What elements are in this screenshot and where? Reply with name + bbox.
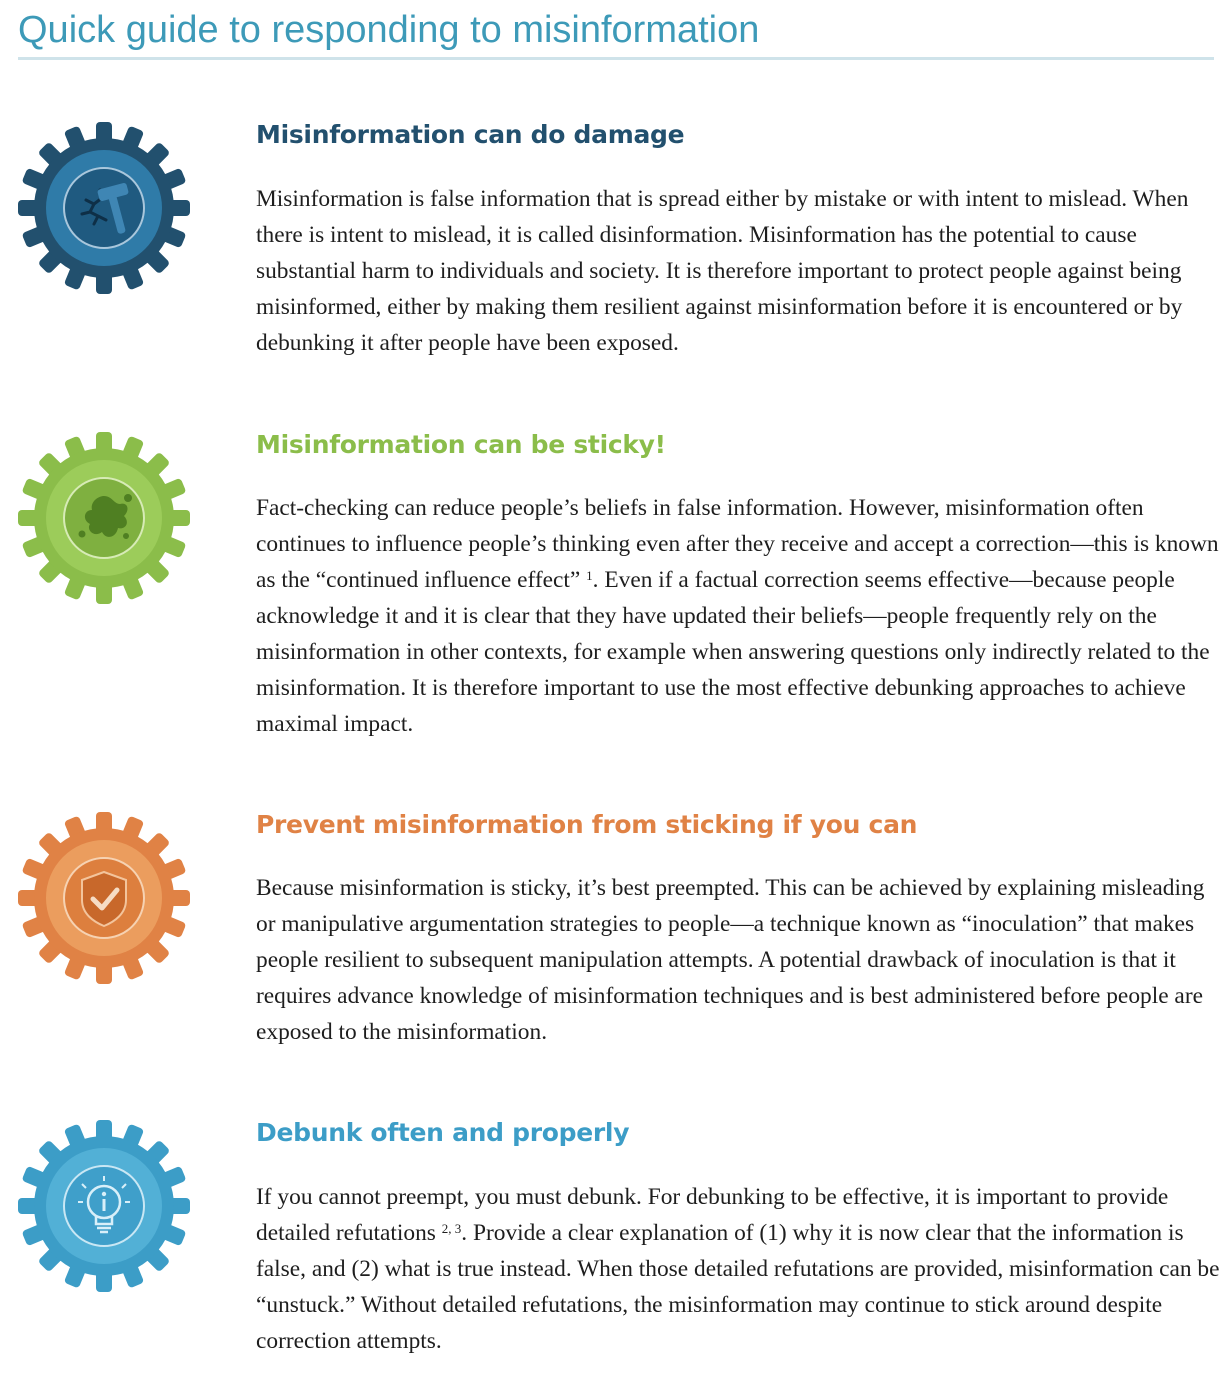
page-title: Quick guide to responding to misinformation [18, 9, 760, 51]
section-heading: Misinformation can do damage [256, 120, 685, 149]
section-paragraph: Fact-checking can reduce people’s beliefs in false information. However, misinformation often continues to influence people’s thinking even after they receive and accept a correction—this is known as the “continued influence effect” $^1$. Even if a factual correction seems effective—because people acknowledge it and it is clear that they have updated their beliefs—people frequently rely on the misinformation in other contexts, for example when answering questions only indirectly related to the misinformation. It is therefore important to use the most effective debunking approaches to achieve maximal impact. [256, 495, 1219, 737]
section-paragraph: If you cannot preempt, you must debunk. For debunking to be effective, it is important to provide detailed refutations $^{2, 3}$. Provide a clear explanation of (1) why it is now clear that the information is false, and (2) what is true instead. When those detailed refutations are provided, misinformation can be “unstuck.” Without detailed refutations, the misinformation may continue to stick around despite correction attempts. [256, 1184, 1220, 1354]
section-heading: Prevent misinformation from sticking if you can [256, 810, 918, 839]
section-paragraph: Because misinformation is sticky, it’s best preempted. This can be achieved by explaining misleading or manipulative argumentation strategies to people—a technique known as “inoculation” that makes people resilient to subsequent manipulation attempts. A potential drawback of inoculation is that it requires advance knowledge of misinformation techniques and is best administered before people are exposed to the misinformation. [256, 875, 1205, 1045]
section-heading: Misinformation can be sticky! [256, 430, 666, 459]
shield-check-icon [16, 810, 192, 986]
title-divider [18, 57, 1214, 60]
section-paragraph: Misinformation is false information that is spread either by mistake or with intent to mislead. When there is intent to mislead, it is called disinformation. Misinformation has the potential to cause substantial harm to individuals and society. It is therefore important to protect people against being misinformed, either by making them resilient against misinformation before it is encountered or by debunking it after people have been exposed. [256, 186, 1189, 356]
section-heading: Debunk often and properly [256, 1118, 630, 1147]
splat-icon [16, 430, 192, 606]
hammer-crack-icon [16, 120, 192, 296]
lightbulb-info-icon [16, 1118, 192, 1294]
footnote-ref: 1 [586, 568, 593, 583]
footnote-ref: 2, 3 [441, 1221, 462, 1236]
